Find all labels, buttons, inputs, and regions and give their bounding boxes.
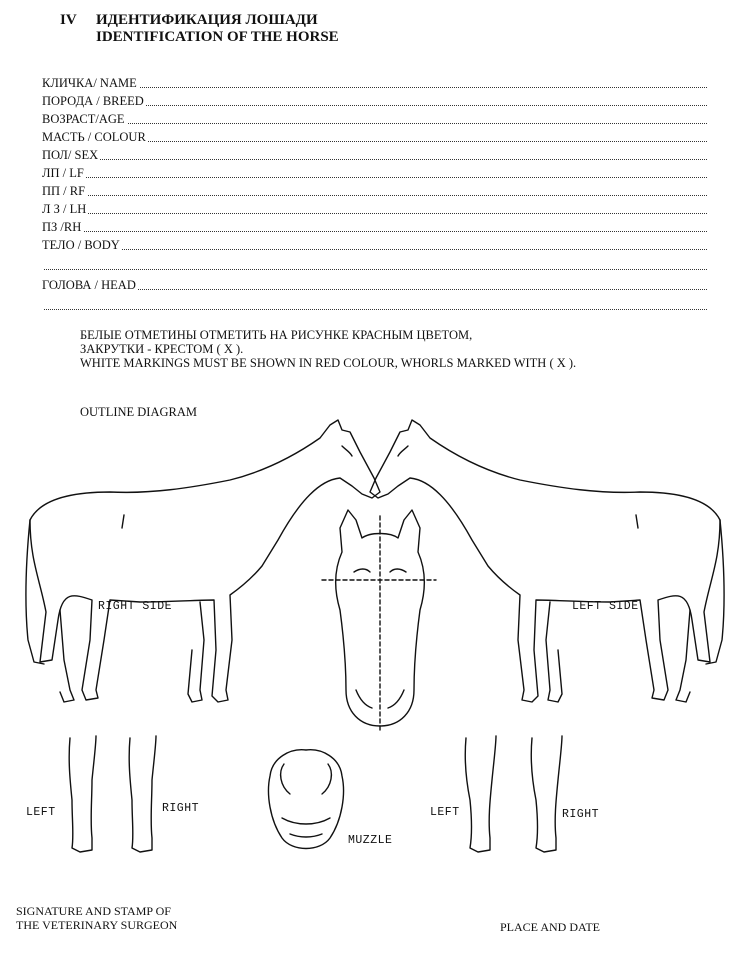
label-legs-right-1: RIGHT: [162, 802, 200, 815]
label-muzzle: MUZZLE: [348, 834, 393, 847]
section-title-en: IDENTIFICATION OF THE HORSE: [96, 29, 339, 45]
label-legs-left-1: LEFT: [26, 806, 56, 819]
field-age[interactable]: ВОЗРАСТ/AGE: [42, 110, 707, 128]
section-title-ru: ИДЕНТИФИКАЦИЯ ЛОШАДИ: [96, 12, 318, 28]
label-legs-left-2: LEFT: [430, 806, 460, 819]
label-right-side: RIGHT SIDE: [98, 600, 173, 613]
field-lf[interactable]: ЛП / LF: [42, 164, 707, 182]
signature-line-2: THE VETERINARY SURGEON: [16, 918, 178, 932]
field-colour[interactable]: МАСТЬ / COLOUR: [42, 128, 707, 146]
instruction-line-en: WHITE MARKINGS MUST BE SHOWN IN RED COLOUR, WHORLS MARKED WITH ( X ).: [80, 356, 577, 370]
place-and-date: PLACE AND DATE: [500, 920, 601, 934]
legs-outline-2: [465, 736, 562, 852]
instruction-line-ru-2: ЗАКРУТКИ - КРЕСТОМ ( X ).: [80, 342, 244, 356]
label-left-side: LEFT SIDE: [572, 600, 639, 613]
field-name[interactable]: КЛИЧКА/ NAME: [42, 74, 707, 92]
legs-outline-1: [69, 736, 156, 852]
horse-left-side-outline: [370, 420, 724, 702]
field-breed[interactable]: ПОРОДА / BREED: [42, 92, 707, 110]
horse-right-side-outline: [26, 420, 380, 702]
muzzle-outline: [269, 750, 344, 849]
signature-line-1: SIGNATURE AND STAMP OF: [16, 904, 171, 918]
field-rh[interactable]: ПЗ /RH: [42, 218, 707, 236]
field-head[interactable]: ГОЛОВА / HEAD: [42, 276, 707, 294]
field-body[interactable]: ТЕЛО / BODY: [42, 236, 707, 254]
field-lh[interactable]: Л З / LH: [42, 200, 707, 218]
field-sex[interactable]: ПОЛ/ SEX: [42, 146, 707, 164]
label-legs-right-2: RIGHT: [562, 808, 600, 821]
field-rf[interactable]: ПП / RF: [42, 182, 707, 200]
diagram-title: OUTLINE DIAGRAM: [80, 405, 197, 419]
instruction-line-ru-1: БЕЛЫЕ ОТМЕТИНЫ ОТМЕТИТЬ НА РИСУНКЕ КРАСНЫМ ЦВЕТОМ,: [80, 328, 473, 342]
horse-head-front-outline: [322, 510, 436, 732]
section-number: IV: [60, 12, 77, 28]
